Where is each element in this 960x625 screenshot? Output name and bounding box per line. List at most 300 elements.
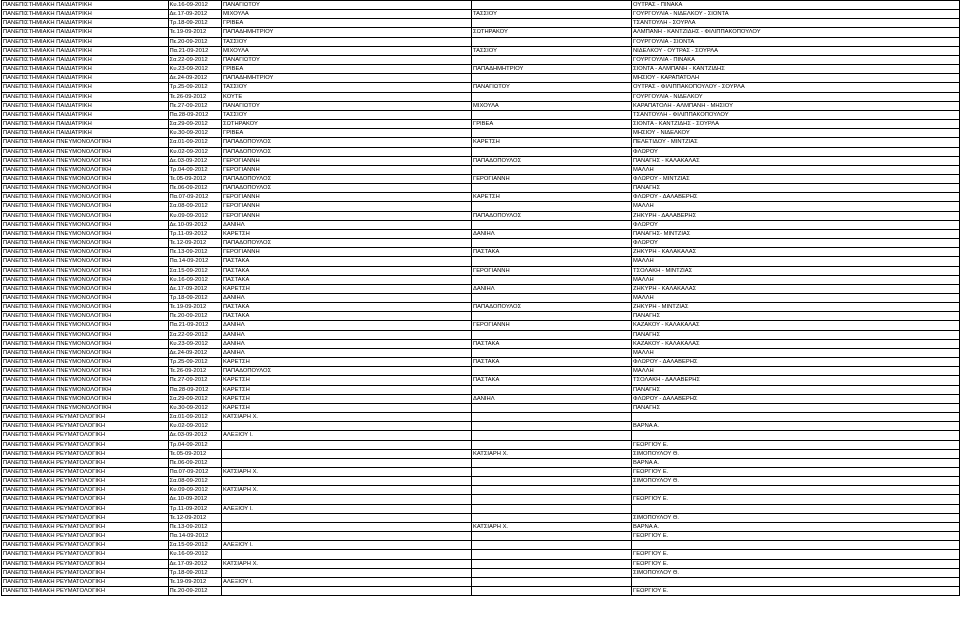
doctor-2-cell: ΚΑΡΕΤΣΗ	[472, 193, 632, 202]
doctor-1-cell: ΔΑΝΙΗΛ	[222, 339, 472, 348]
doctor-1-cell: ΚΑΤΣΙΑΡΗ Χ.	[222, 559, 472, 568]
clinic-cell: ΠΑΝΕΠΙΣΤΗΜΙΑΚΗ ΡΕΥΜΑΤΟΛΟΓΙΚΗ	[2, 559, 169, 568]
table-row	[2, 577, 960, 586]
doctor-1-cell: ΓΡΙΒΕΑ	[222, 19, 472, 28]
date-cell: Πα.14-09-2012	[169, 532, 222, 541]
doctor-2-cell	[472, 532, 632, 541]
table-row	[2, 312, 960, 321]
clinic-cell: ΠΑΝΕΠΙΣΤΗΜΙΑΚΗ ΡΕΥΜΑΤΟΛΟΓΙΚΗ	[2, 413, 169, 422]
doctor-1-cell: ΓΕΡΟΓΙΑΝΝΗ	[222, 202, 472, 211]
table-row	[2, 467, 960, 476]
doctor-2-cell: ΠΑΣΤΑΚΑ	[472, 358, 632, 367]
clinic-cell: ΠΑΝΕΠΙΣΤΗΜΙΑΚΗ ΠΝΕΥΜΟΝΟΛΟΓΙΚΗ	[2, 257, 169, 266]
doctor-2-cell	[472, 495, 632, 504]
doctor-1-cell: ΓΕΡΟΓΙΑΝΝΗ	[222, 193, 472, 202]
clinic-cell: ΠΑΝΕΠΙΣΤΗΜΙΑΚΗ ΠΝΕΥΜΟΝΟΛΟΓΙΚΗ	[2, 358, 169, 367]
residents-cell	[632, 504, 960, 513]
table-row	[2, 37, 960, 46]
clinic-cell: ΠΑΝΕΠΙΣΤΗΜΙΑΚΗ ΠΝΕΥΜΟΝΟΛΟΓΙΚΗ	[2, 303, 169, 312]
table-row	[2, 284, 960, 293]
clinic-cell: ΠΑΝΕΠΙΣΤΗΜΙΑΚΗ ΠΝΕΥΜΟΝΟΛΟΓΙΚΗ	[2, 348, 169, 357]
date-cell: Σα.22-09-2012	[169, 55, 222, 64]
residents-cell: ΠΑΝΑΓΗΣ - ΚΑΛΑΚΑΛΑΣ	[632, 156, 960, 165]
date-cell: Σα.29-09-2012	[169, 394, 222, 403]
doctor-2-cell: ΓΕΡΟΓΙΑΝΝΗ	[472, 321, 632, 330]
residents-cell: ΣΙΜΟΠΟΥΛΟΥ Θ.	[632, 513, 960, 522]
doctor-2-cell	[472, 129, 632, 138]
table-row	[2, 385, 960, 394]
doctor-2-cell	[472, 37, 632, 46]
residents-cell: ΖΗΚΥΡΗ - ΔΑΛΑΒΕΡΗΣ	[632, 211, 960, 220]
clinic-cell: ΠΑΝΕΠΙΣΤΗΜΙΑΚΗ ΠΑΙΔΙΑΤΡΙΚΗ	[2, 19, 169, 28]
doctor-1-cell: ΚΑΤΣΙΑΡΗ Χ.	[222, 486, 472, 495]
table-row	[2, 92, 960, 101]
clinic-cell: ΠΑΝΕΠΙΣΤΗΜΙΑΚΗ ΠΑΙΔΙΑΤΡΙΚΗ	[2, 10, 169, 19]
table-row	[2, 10, 960, 19]
doctor-2-cell	[472, 504, 632, 513]
date-cell: Τρ.18-09-2012	[169, 294, 222, 303]
date-cell: Τε.19-09-2012	[169, 577, 222, 586]
doctor-1-cell: ΜΙΧΟΥΛΑ	[222, 10, 472, 19]
residents-cell: ΓΕΩΡΓΙΟΥ Ε.	[632, 550, 960, 559]
doctor-2-cell	[472, 440, 632, 449]
date-cell: Κυ.16-09-2012	[169, 1, 222, 10]
date-cell: Τε.26-09-2012	[169, 92, 222, 101]
table-row	[2, 403, 960, 412]
clinic-cell: ΠΑΝΕΠΙΣΤΗΜΙΑΚΗ ΡΕΥΜΑΤΟΛΟΓΙΚΗ	[2, 541, 169, 550]
date-cell: Πε.20-09-2012	[169, 37, 222, 46]
table-row	[2, 458, 960, 467]
clinic-cell: ΠΑΝΕΠΙΣΤΗΜΙΑΚΗ ΡΕΥΜΑΤΟΛΟΓΙΚΗ	[2, 486, 169, 495]
clinic-cell: ΠΑΝΕΠΙΣΤΗΜΙΑΚΗ ΠΝΕΥΜΟΝΟΛΟΓΙΚΗ	[2, 275, 169, 284]
table-row	[2, 248, 960, 257]
date-cell: Πε.20-09-2012	[169, 587, 222, 596]
clinic-cell: ΠΑΝΕΠΙΣΤΗΜΙΑΚΗ ΡΕΥΜΑΤΟΛΟΓΙΚΗ	[2, 504, 169, 513]
doctor-1-cell: ΔΑΝΙΗΛ	[222, 294, 472, 303]
doctor-1-cell	[222, 477, 472, 486]
date-cell: Σα.22-09-2012	[169, 330, 222, 339]
doctor-1-cell: ΚΑΡΕΤΣΗ	[222, 394, 472, 403]
table-row	[2, 147, 960, 156]
doctor-2-cell	[472, 513, 632, 522]
residents-cell: ΤΣΑΝΤΟΥΛΗ - ΣΟΥΡΛΑ	[632, 19, 960, 28]
date-cell: Πα.21-09-2012	[169, 321, 222, 330]
residents-cell	[632, 577, 960, 586]
clinic-cell: ΠΑΝΕΠΙΣΤΗΜΙΑΚΗ ΡΕΥΜΑΤΟΛΟΓΙΚΗ	[2, 550, 169, 559]
table-row	[2, 559, 960, 568]
residents-cell	[632, 431, 960, 440]
table-row	[2, 348, 960, 357]
residents-cell: ΤΣΑΝΤΟΥΛΗ - ΦΙΛΙΠΠΑΚΟΠΟΥΛΟΥ	[632, 110, 960, 119]
clinic-cell: ΠΑΝΕΠΙΣΤΗΜΙΑΚΗ ΡΕΥΜΑΤΟΛΟΓΙΚΗ	[2, 495, 169, 504]
doctor-1-cell: ΚΑΤΣΙΑΡΗ Χ.	[222, 413, 472, 422]
doctor-2-cell	[472, 92, 632, 101]
doctor-2-cell	[472, 202, 632, 211]
residents-cell: ΜΑΛΛΗ	[632, 202, 960, 211]
doctor-1-cell	[222, 522, 472, 531]
doctor-2-cell	[472, 477, 632, 486]
date-cell: Πα.07-09-2012	[169, 467, 222, 476]
residents-cell: ΓΕΩΡΓΙΟΥ Ε.	[632, 467, 960, 476]
date-cell: Πα.21-09-2012	[169, 46, 222, 55]
clinic-cell: ΠΑΝΕΠΙΣΤΗΜΙΑΚΗ ΠΝΕΥΜΟΝΟΛΟΓΙΚΗ	[2, 394, 169, 403]
doctor-2-cell	[472, 587, 632, 596]
clinic-cell: ΠΑΝΕΠΙΣΤΗΜΙΑΚΗ ΡΕΥΜΑΤΟΛΟΓΙΚΗ	[2, 422, 169, 431]
roster-body	[2, 1, 960, 596]
doctor-2-cell: ΤΑΣΣΙΟΥ	[472, 46, 632, 55]
residents-cell: ΚΑΡΑΠΑΤΟΛΗ - ΑΛΜΠΑΝΗ - ΜΗΣΙΟΥ	[632, 101, 960, 110]
doctor-2-cell: ΠΑΠΑΔΟΠΟΥΛΟΣ	[472, 303, 632, 312]
doctor-1-cell: ΓΡΙΒΕΑ	[222, 129, 472, 138]
residents-cell	[632, 486, 960, 495]
date-cell: Πε.27-09-2012	[169, 101, 222, 110]
doctor-2-cell	[472, 486, 632, 495]
date-cell: Κυ.02-09-2012	[169, 147, 222, 156]
doctor-1-cell: ΠΑΠΑΔΟΠΟΥΛΟΣ	[222, 174, 472, 183]
table-row	[2, 330, 960, 339]
residents-cell: ΓΕΩΡΓΙΟΥ Ε.	[632, 532, 960, 541]
residents-cell: ΜΑΛΛΗ	[632, 367, 960, 376]
residents-cell: ΣΙΟΝΤΑ - ΑΛΜΠΑΝΗ - ΚΑΝΤΖΙΔΗΣ	[632, 65, 960, 74]
date-cell: Κυ.23-09-2012	[169, 65, 222, 74]
date-cell: Σα.29-09-2012	[169, 120, 222, 129]
doctor-2-cell: ΔΑΝΙΗΛ	[472, 229, 632, 238]
table-row	[2, 74, 960, 83]
doctor-1-cell: ΠΑΝΑΓΙΩΤΟΥ	[222, 1, 472, 10]
clinic-cell: ΠΑΝΕΠΙΣΤΗΜΙΑΚΗ ΠΝΕΥΜΟΝΟΛΟΓΙΚΗ	[2, 266, 169, 275]
date-cell: Τε.19-09-2012	[169, 28, 222, 37]
date-cell: Τρ.25-09-2012	[169, 358, 222, 367]
doctor-1-cell: ΚΑΡΕΤΣΗ	[222, 284, 472, 293]
doctor-2-cell: ΓΡΙΒΕΑ	[472, 120, 632, 129]
clinic-cell: ΠΑΝΕΠΙΣΤΗΜΙΑΚΗ ΡΕΥΜΑΤΟΛΟΓΙΚΗ	[2, 532, 169, 541]
doctor-2-cell	[472, 19, 632, 28]
doctor-1-cell: ΚΑΡΕΤΣΗ	[222, 358, 472, 367]
table-row	[2, 211, 960, 220]
date-cell: Δε.10-09-2012	[169, 495, 222, 504]
residents-cell: ΜΑΛΛΗ	[632, 165, 960, 174]
doctor-2-cell: ΤΑΣΣΙΟΥ	[472, 10, 632, 19]
clinic-cell: ΠΑΝΕΠΙΣΤΗΜΙΑΚΗ ΠΝΕΥΜΟΝΟΛΟΓΙΚΗ	[2, 367, 169, 376]
doctor-1-cell: ΠΑΠΑΔΗΜΗΤΡΙΟΥ	[222, 28, 472, 37]
doctor-1-cell: ΚΟΥΤΕ	[222, 92, 472, 101]
doctor-1-cell: ΓΕΡΟΓΙΑΝΝΗ	[222, 156, 472, 165]
table-row	[2, 321, 960, 330]
date-cell: Πε.06-09-2012	[169, 184, 222, 193]
table-row	[2, 367, 960, 376]
clinic-cell: ΠΑΝΕΠΙΣΤΗΜΙΑΚΗ ΠΝΕΥΜΟΝΟΛΟΓΙΚΗ	[2, 138, 169, 147]
doctor-1-cell: ΠΑΝΑΓΙΩΤΟΥ	[222, 101, 472, 110]
date-cell: Τε.26-09-2012	[169, 367, 222, 376]
doctor-2-cell	[472, 458, 632, 467]
date-cell: Κυ.02-09-2012	[169, 422, 222, 431]
clinic-cell: ΠΑΝΕΠΙΣΤΗΜΙΑΚΗ ΠΑΙΔΙΑΤΡΙΚΗ	[2, 1, 169, 10]
doctor-2-cell	[472, 312, 632, 321]
clinic-cell: ΠΑΝΕΠΙΣΤΗΜΙΑΚΗ ΠΑΙΔΙΑΤΡΙΚΗ	[2, 46, 169, 55]
doctor-2-cell: ΚΑΤΣΙΑΡΗ Χ.	[472, 522, 632, 531]
clinic-cell: ΠΑΝΕΠΙΣΤΗΜΙΑΚΗ ΡΕΥΜΑΤΟΛΟΓΙΚΗ	[2, 587, 169, 596]
doctor-1-cell: ΠΑΣΤΑΚΑ	[222, 303, 472, 312]
residents-cell: ΚΑΖΑΚΟΥ - ΚΑΛΑΚΑΛΑΣ	[632, 339, 960, 348]
doctor-2-cell: ΔΑΝΙΗΛ	[472, 284, 632, 293]
clinic-cell: ΠΑΝΕΠΙΣΤΗΜΙΑΚΗ ΠΝΕΥΜΟΝΟΛΟΓΙΚΗ	[2, 211, 169, 220]
date-cell: Σα.01-09-2012	[169, 413, 222, 422]
residents-cell: ΒΑΡΝΑ Α.	[632, 422, 960, 431]
date-cell: Δε.03-09-2012	[169, 431, 222, 440]
date-cell: Τρ.04-09-2012	[169, 165, 222, 174]
doctor-1-cell: ΤΑΣΣΙΟΥ	[222, 110, 472, 119]
doctor-2-cell	[472, 348, 632, 357]
residents-cell: ΠΑΝΑΓΗΣ	[632, 385, 960, 394]
doctor-1-cell: ΤΑΣΣΙΟΥ	[222, 83, 472, 92]
date-cell: Δε.17-09-2012	[169, 284, 222, 293]
date-cell: Τε.12-09-2012	[169, 239, 222, 248]
doctor-1-cell: ΑΛΕΞΙΟΥ Ι.	[222, 541, 472, 550]
table-row	[2, 504, 960, 513]
table-row	[2, 522, 960, 531]
doctor-2-cell	[472, 294, 632, 303]
doctor-1-cell: ΠΑΝΑΓΙΩΤΟΥ	[222, 55, 472, 64]
clinic-cell: ΠΑΝΕΠΙΣΤΗΜΙΑΚΗ ΡΕΥΜΑΤΟΛΟΓΙΚΗ	[2, 522, 169, 531]
residents-cell: ΠΕΛΕΤΙΔΟΥ - ΜΙΝΤΖΙΑΣ	[632, 138, 960, 147]
table-row	[2, 156, 960, 165]
date-cell: Πε.06-09-2012	[169, 458, 222, 467]
doctor-2-cell	[472, 165, 632, 174]
doctor-1-cell: ΑΛΕΞΙΟΥ Ι.	[222, 577, 472, 586]
residents-cell: ΠΑΝΑΓΗΣ	[632, 403, 960, 412]
residents-cell: ΓΟΥΡΓΟΥΛΙΑ - ΣΙΟΝΤΑ	[632, 37, 960, 46]
doctor-1-cell	[222, 568, 472, 577]
date-cell: Σα.15-09-2012	[169, 266, 222, 275]
residents-cell: ΦΛΩΡΟΥ	[632, 239, 960, 248]
doctor-1-cell: ΠΑΠΑΔΟΠΟΥΛΟΣ	[222, 239, 472, 248]
table-row	[2, 46, 960, 55]
residents-cell: ΓΕΩΡΓΙΟΥ Ε.	[632, 587, 960, 596]
doctor-2-cell	[472, 275, 632, 284]
clinic-cell: ΠΑΝΕΠΙΣΤΗΜΙΑΚΗ ΠΝΕΥΜΟΝΟΛΟΓΙΚΗ	[2, 220, 169, 229]
doctor-1-cell: ΓΕΡΟΓΙΑΝΝΗ	[222, 248, 472, 257]
residents-cell: ΒΑΡΝΑ Α.	[632, 458, 960, 467]
residents-cell: ΦΛΩΡΟΥ - ΜΙΝΤΖΙΑΣ	[632, 174, 960, 183]
clinic-cell: ΠΑΝΕΠΙΣΤΗΜΙΑΚΗ ΠΑΙΔΙΑΤΡΙΚΗ	[2, 92, 169, 101]
residents-cell: ΦΛΩΡΟΥ - ΔΑΛΑΒΕΡΗΣ	[632, 358, 960, 367]
clinic-cell: ΠΑΝΕΠΙΣΤΗΜΙΑΚΗ ΡΕΥΜΑΤΟΛΟΓΙΚΗ	[2, 568, 169, 577]
doctor-1-cell: ΓΕΡΟΓΙΑΝΝΗ	[222, 211, 472, 220]
doctor-1-cell: ΜΙΧΟΥΛΑ	[222, 46, 472, 55]
clinic-cell: ΠΑΝΕΠΙΣΤΗΜΙΑΚΗ ΡΕΥΜΑΤΟΛΟΓΙΚΗ	[2, 477, 169, 486]
table-row	[2, 541, 960, 550]
residents-cell: ΦΛΩΡΟΥ - ΔΑΛΑΒΕΡΗΣ	[632, 193, 960, 202]
clinic-cell: ΠΑΝΕΠΙΣΤΗΜΙΑΚΗ ΠΝΕΥΜΟΝΟΛΟΓΙΚΗ	[2, 385, 169, 394]
doctor-2-cell: ΠΑΣΤΑΚΑ	[472, 376, 632, 385]
doctor-2-cell	[472, 550, 632, 559]
clinic-cell: ΠΑΝΕΠΙΣΤΗΜΙΑΚΗ ΠΑΙΔΙΑΤΡΙΚΗ	[2, 110, 169, 119]
doctor-1-cell	[222, 440, 472, 449]
table-row	[2, 19, 960, 28]
date-cell: Τρ.11-09-2012	[169, 504, 222, 513]
table-row	[2, 65, 960, 74]
residents-cell: ΦΛΩΡΟΥ	[632, 220, 960, 229]
doctor-2-cell	[472, 184, 632, 193]
doctor-2-cell	[472, 413, 632, 422]
table-row	[2, 1, 960, 10]
date-cell: Κυ.16-09-2012	[169, 550, 222, 559]
date-cell: Πε.13-09-2012	[169, 522, 222, 531]
doctor-1-cell: ΠΑΠΑΔΟΠΟΥΛΟΣ	[222, 147, 472, 156]
residents-cell	[632, 413, 960, 422]
date-cell: Τε.19-09-2012	[169, 303, 222, 312]
doctor-1-cell: ΔΑΝΙΗΛ	[222, 321, 472, 330]
clinic-cell: ΠΑΝΕΠΙΣΤΗΜΙΑΚΗ ΠΝΕΥΜΟΝΟΛΟΓΙΚΗ	[2, 239, 169, 248]
residents-cell: ΓΕΩΡΓΙΟΥ Ε.	[632, 440, 960, 449]
clinic-cell: ΠΑΝΕΠΙΣΤΗΜΙΑΚΗ ΠΑΙΔΙΑΤΡΙΚΗ	[2, 83, 169, 92]
residents-cell: ΖΗΚΥΡΗ - ΜΙΝΤΖΙΑΣ	[632, 303, 960, 312]
doctor-2-cell	[472, 257, 632, 266]
clinic-cell: ΠΑΝΕΠΙΣΤΗΜΙΑΚΗ ΠΑΙΔΙΑΤΡΙΚΗ	[2, 65, 169, 74]
table-row	[2, 413, 960, 422]
doctor-1-cell: ΔΑΝΙΗΛ	[222, 348, 472, 357]
residents-cell: ΦΛΩΡΟΥ - ΔΑΛΑΒΕΡΗΣ	[632, 394, 960, 403]
date-cell: Δε.24-09-2012	[169, 348, 222, 357]
table-row	[2, 422, 960, 431]
clinic-cell: ΠΑΝΕΠΙΣΤΗΜΙΑΚΗ ΡΕΥΜΑΤΟΛΟΓΙΚΗ	[2, 577, 169, 586]
doctor-2-cell	[472, 110, 632, 119]
table-row	[2, 486, 960, 495]
table-row	[2, 138, 960, 147]
doctor-2-cell: ΚΑΡΕΤΣΗ	[472, 138, 632, 147]
clinic-cell: ΠΑΝΕΠΙΣΤΗΜΙΑΚΗ ΠΝΕΥΜΟΝΟΛΟΓΙΚΗ	[2, 248, 169, 257]
doctor-2-cell	[472, 1, 632, 10]
doctor-2-cell	[472, 385, 632, 394]
table-row	[2, 193, 960, 202]
doctor-1-cell: ΠΑΠΑΔΟΠΟΥΛΟΣ	[222, 367, 472, 376]
doctor-2-cell: ΣΩΤΗΡΑΚΟΥ	[472, 28, 632, 37]
doctor-1-cell: ΚΑΡΕΤΣΗ	[222, 229, 472, 238]
date-cell: Τρ.04-09-2012	[169, 440, 222, 449]
doctor-2-cell	[472, 431, 632, 440]
doctor-1-cell	[222, 587, 472, 596]
clinic-cell: ΠΑΝΕΠΙΣΤΗΜΙΑΚΗ ΠΝΕΥΜΟΝΟΛΟΓΙΚΗ	[2, 376, 169, 385]
doctor-1-cell: ΠΑΠΑΔΟΠΟΥΛΟΣ	[222, 138, 472, 147]
clinic-cell: ΠΑΝΕΠΙΣΤΗΜΙΑΚΗ ΠΑΙΔΙΑΤΡΙΚΗ	[2, 74, 169, 83]
clinic-cell: ΠΑΝΕΠΙΣΤΗΜΙΑΚΗ ΠΑΙΔΙΑΤΡΙΚΗ	[2, 101, 169, 110]
table-row	[2, 449, 960, 458]
doctor-2-cell	[472, 467, 632, 476]
date-cell: Δε.24-09-2012	[169, 74, 222, 83]
doctor-2-cell: ΠΑΠΑΔΟΠΟΥΛΟΣ	[472, 211, 632, 220]
residents-cell: ΤΣΟΛΑΚΗ - ΜΙΝΤΖΙΑΣ	[632, 266, 960, 275]
date-cell: Σα.01-09-2012	[169, 138, 222, 147]
date-cell: Κυ.16-09-2012	[169, 275, 222, 284]
clinic-cell: ΠΑΝΕΠΙΣΤΗΜΙΑΚΗ ΠΝΕΥΜΟΝΟΛΟΓΙΚΗ	[2, 156, 169, 165]
doctor-2-cell	[472, 220, 632, 229]
date-cell: Πα.28-09-2012	[169, 385, 222, 394]
doctor-2-cell	[472, 330, 632, 339]
doctor-2-cell	[472, 239, 632, 248]
residents-cell: ΠΑΝΑΓΗΣ- ΜΙΝΤΖΙΑΣ	[632, 229, 960, 238]
clinic-cell: ΠΑΝΕΠΙΣΤΗΜΙΑΚΗ ΠΝΕΥΜΟΝΟΛΟΓΙΚΗ	[2, 294, 169, 303]
doctor-1-cell: ΠΑΣΤΑΚΑ	[222, 257, 472, 266]
residents-cell: ΒΑΡΝΑ Α.	[632, 522, 960, 531]
residents-cell: ΓΕΩΡΓΙΟΥ Ε.	[632, 559, 960, 568]
date-cell: Κυ.23-09-2012	[169, 339, 222, 348]
residents-cell	[632, 541, 960, 550]
clinic-cell: ΠΑΝΕΠΙΣΤΗΜΙΑΚΗ ΠΝΕΥΜΟΝΟΛΟΓΙΚΗ	[2, 284, 169, 293]
date-cell: Τρ.18-09-2012	[169, 19, 222, 28]
table-row	[2, 165, 960, 174]
table-row	[2, 532, 960, 541]
date-cell: Πε.27-09-2012	[169, 376, 222, 385]
residents-cell: ΓΟΥΡΓΟΥΛΙΑ - ΠΙΝΑΚΑ	[632, 55, 960, 64]
table-row	[2, 220, 960, 229]
doctor-1-cell: ΔΑΝΙΗΛ	[222, 220, 472, 229]
residents-cell: ΑΛΜΠΑΝΗ - ΚΑΝΤΖΙΔΗΣ - ΦΙΛΙΠΠΑΚΟΠΟΥΛΟΥ	[632, 28, 960, 37]
doctor-2-cell	[472, 147, 632, 156]
residents-cell: ΣΙΜΟΠΟΥΛΟΥ Θ.	[632, 449, 960, 458]
doctor-1-cell: ΚΑΤΣΙΑΡΗ Χ.	[222, 467, 472, 476]
table-row	[2, 202, 960, 211]
clinic-cell: ΠΑΝΕΠΙΣΤΗΜΙΑΚΗ ΡΕΥΜΑΤΟΛΟΓΙΚΗ	[2, 449, 169, 458]
clinic-cell: ΠΑΝΕΠΙΣΤΗΜΙΑΚΗ ΠΝΕΥΜΟΝΟΛΟΓΙΚΗ	[2, 229, 169, 238]
doctor-1-cell	[222, 422, 472, 431]
doctor-2-cell	[472, 568, 632, 577]
doctor-2-cell	[472, 541, 632, 550]
clinic-cell: ΠΑΝΕΠΙΣΤΗΜΙΑΚΗ ΠΝΕΥΜΟΝΟΛΟΓΙΚΗ	[2, 165, 169, 174]
residents-cell: ΤΣΟΛΑΚΗ - ΔΑΛΑΒΕΡΗΣ	[632, 376, 960, 385]
residents-cell: ΜΗΣΙΟΥ - ΚΑΡΑΠΑΤΟΛΗ	[632, 74, 960, 83]
clinic-cell: ΠΑΝΕΠΙΣΤΗΜΙΑΚΗ ΠΝΕΥΜΟΝΟΛΟΓΙΚΗ	[2, 184, 169, 193]
table-row	[2, 495, 960, 504]
date-cell: Πε.13-09-2012	[169, 248, 222, 257]
doctor-1-cell	[222, 449, 472, 458]
clinic-cell: ΠΑΝΕΠΙΣΤΗΜΙΑΚΗ ΠΝΕΥΜΟΝΟΛΟΓΙΚΗ	[2, 193, 169, 202]
residents-cell: ΓΟΥΡΓΟΥΛΙΑ - ΝΙΔΕΛΚΟΥ - ΣΙΟΝΤΑ	[632, 10, 960, 19]
date-cell: Δε.17-09-2012	[169, 559, 222, 568]
doctor-1-cell: ΠΑΣΤΑΚΑ	[222, 266, 472, 275]
clinic-cell: ΠΑΝΕΠΙΣΤΗΜΙΑΚΗ ΠΑΙΔΙΑΤΡΙΚΗ	[2, 55, 169, 64]
doctor-1-cell: ΤΑΣΣΙΟΥ	[222, 37, 472, 46]
doctor-1-cell: ΠΑΠΑΔΟΠΟΥΛΟΣ	[222, 184, 472, 193]
clinic-cell: ΠΑΝΕΠΙΣΤΗΜΙΑΚΗ ΡΕΥΜΑΤΟΛΟΓΙΚΗ	[2, 440, 169, 449]
residents-cell: ΜΑΛΛΗ	[632, 294, 960, 303]
doctor-2-cell	[472, 559, 632, 568]
clinic-cell: ΠΑΝΕΠΙΣΤΗΜΙΑΚΗ ΠΑΙΔΙΑΤΡΙΚΗ	[2, 120, 169, 129]
residents-cell: ΓΕΩΡΓΙΟΥ Ε.	[632, 495, 960, 504]
table-row	[2, 431, 960, 440]
doctor-1-cell: ΑΛΕΞΙΟΥ Ι.	[222, 431, 472, 440]
date-cell: Δε.10-09-2012	[169, 220, 222, 229]
doctor-1-cell: ΓΕΡΟΓΙΑΝΝΗ	[222, 165, 472, 174]
date-cell: Πα.07-09-2012	[169, 193, 222, 202]
table-row	[2, 568, 960, 577]
residents-cell: ΣΙΟΝΤΑ - ΚΑΝΤΖΙΔΗΣ - ΣΟΥΡΛΑ	[632, 120, 960, 129]
doctor-1-cell	[222, 513, 472, 522]
doctor-1-cell	[222, 550, 472, 559]
table-row	[2, 55, 960, 64]
table-row	[2, 275, 960, 284]
clinic-cell: ΠΑΝΕΠΙΣΤΗΜΙΑΚΗ ΠΝΕΥΜΟΝΟΛΟΓΙΚΗ	[2, 202, 169, 211]
doctor-2-cell: ΓΕΡΟΓΙΑΝΝΗ	[472, 174, 632, 183]
doctor-1-cell: ΑΛΕΞΙΟΥ Ι.	[222, 504, 472, 513]
doctor-1-cell: ΚΑΡΕΤΣΗ	[222, 385, 472, 394]
doctor-1-cell: ΠΑΠΑΔΗΜΗΤΡΙΟΥ	[222, 74, 472, 83]
doctor-1-cell	[222, 495, 472, 504]
residents-cell: ΜΑΛΛΗ	[632, 257, 960, 266]
date-cell: Πα.28-09-2012	[169, 110, 222, 119]
date-cell: Κυ.09-09-2012	[169, 211, 222, 220]
table-row	[2, 239, 960, 248]
residents-cell: ΚΑΖΑΚΟΥ - ΚΑΛΑΚΑΛΑΣ	[632, 321, 960, 330]
